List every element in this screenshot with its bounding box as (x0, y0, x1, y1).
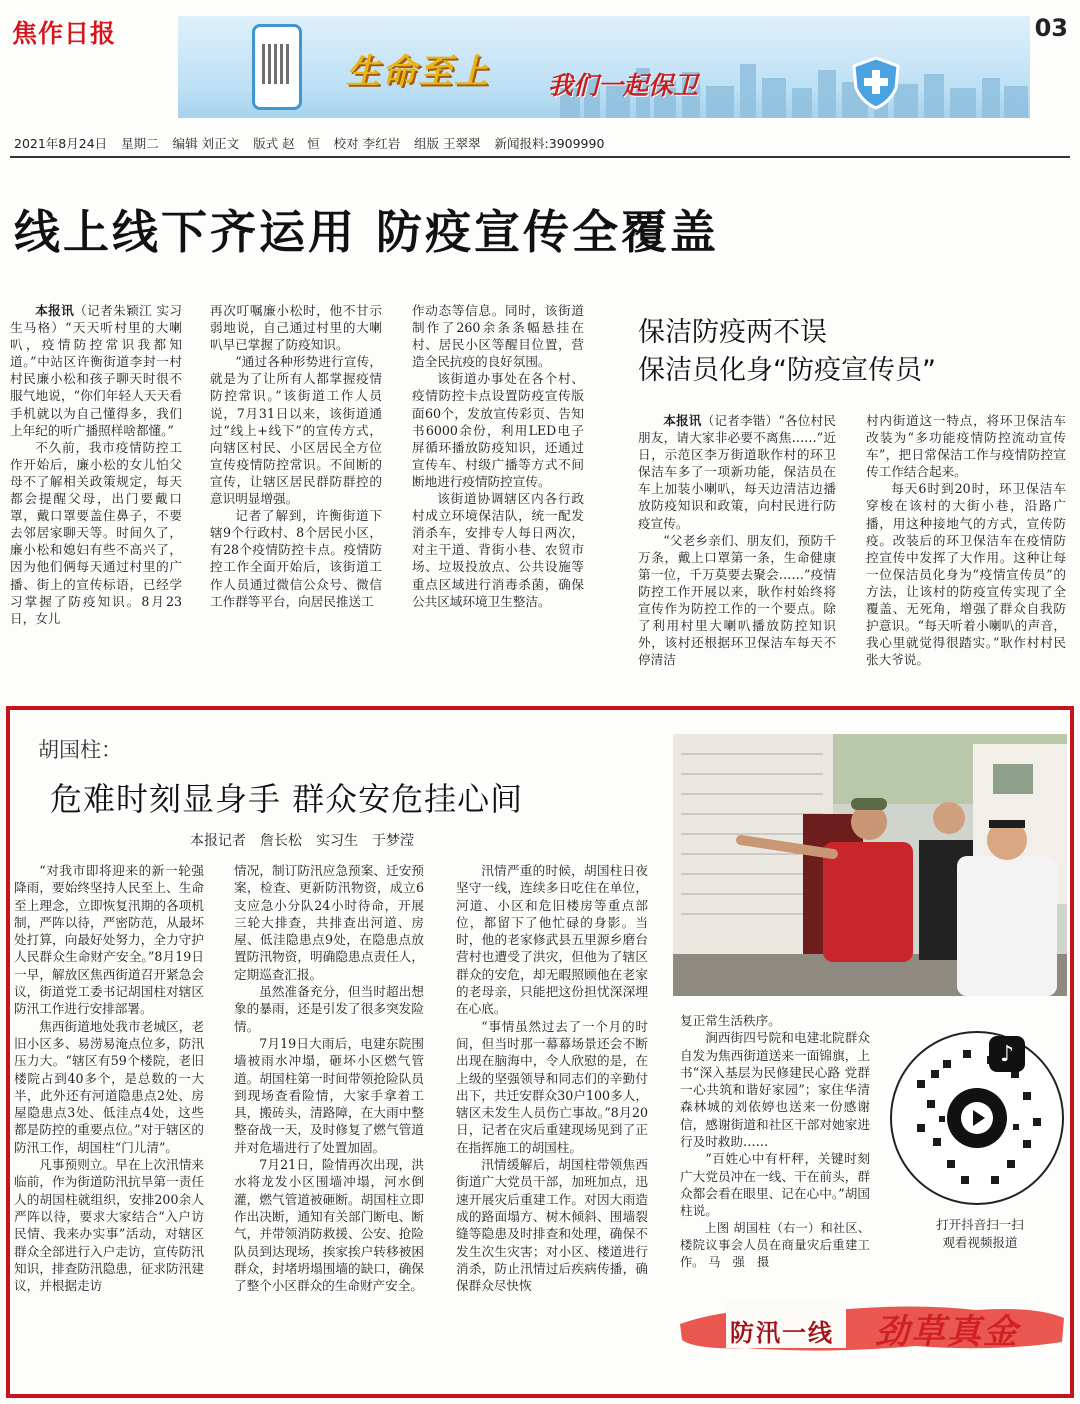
qr-caption-line2: 观看视频报道 (942, 1235, 1018, 1250)
paragraph (456, 862, 648, 1018)
layout-credit: 版式 赵 恒 (253, 136, 320, 151)
paragraph (10, 439, 182, 627)
paragraph-text: 汛情缓解后，胡国柱带领焦西街道广大党员干部，加班加点，迅速开展灾后重建工作。对因大雨造成的路面塌方、树木倾斜、围墙裂缝等隐患及时排查和处理，确保不发生次生灾害；对小区、楼道进行消杀，防止汛情过后疾病传播，确保群众尽快恢 (456, 1157, 648, 1294)
paragraph (234, 1156, 424, 1294)
column-name: 防汛一线 (730, 1319, 834, 1347)
paragraph-text: 虽然准备充分，但当时超出想象的暴雨，还是引发了很多突发险情。 (234, 984, 424, 1034)
photo-caption (680, 1220, 870, 1272)
feature-column-3 (456, 862, 648, 1294)
paragraph (14, 1018, 204, 1156)
paragraph (680, 1029, 870, 1150)
svg-text:♪: ♪ (999, 1042, 1015, 1067)
paragraph-text: 汛情严重的时候，胡国柱日夜坚守一线，连续多日吃住在单位，河道、小区和危旧楼房等重点部位，都留下了他忙碌的身影。当时，他的老家修武县五里源乡磨台营村也遭受了洪灾，但他为了辖区群众的安危，却无暇照顾他在老家的老母亲，只能把这份担忧深深埋在心底。 (456, 863, 648, 1017)
paragraph-text: “百姓心中有杆秤，关键时刻广大党员冲在一线、干在前头，群众都会看在眼里、记在心中。”胡国柱说。 (680, 1151, 870, 1219)
paragraph-text: 7月19日大雨后，电建东院围墙被雨水冲塌，砸坏小区燃气管道。胡国柱第一时间带领抢险队员到现场查看险情，大家手拿着工具，搬砖头，清路障，在大雨中整整奋战一天，及时修复了燃气管道并对危墙进行了处置加固。 (234, 1035, 424, 1155)
paragraph-text: “事情虽然过去了一个月的时间，但当时那一幕幕场景还会不断出现在脑海中，令人欣慰的是，在上级的坚强领导和同志们的辛勤付出下，共迁安群众30户100多人，辖区未发生人员伤亡事故。”8月20日，记者在灾后重建现场见到了正在指挥施工的胡国柱。 (456, 1018, 648, 1155)
feature-column-2 (234, 862, 424, 1294)
douyin-qr-code-icon[interactable] (887, 1020, 1067, 1220)
shield-cross-icon (850, 56, 902, 110)
paragraph-text: 每天6时到20时，环卫保洁车穿梭在该村的大街小巷，沿路广播，用这种接地气的方式，宣传防疫。改装后的环卫保洁车在疫情防控宣传中发挥了大作用。这种让每一位保洁员化身为“疫情宣传员”的方法，让该村的防疫宣传实现了全覆盖、无死角，增强了群众自我防护意识。“每天听着小喇叭的声音，我心里就觉得很踏实。”耿作村村民张大爷说。 (866, 481, 1066, 668)
page-number: 03 (1034, 14, 1068, 42)
paper-logo: 焦作日报 (12, 19, 117, 48)
paragraph-text: （记者李锴）“各位村民朋友，请大家非必要不离焦……”近日，示范区李万街道耿作村的环卫保洁车多了一项新功能，保洁员在车上加装小喇叭，每天边清洁边播放防疫知识和政策，向村民进行防疫宣传。 (638, 413, 836, 531)
phone-qr-icon (252, 24, 302, 110)
paragraph-text: 该街道办事处在各个村、疫情防控卡点设置防疫宣传版面60个，发放宣传彩页、告知书6000余份，利用LED电子屏循环播放防疫知识，还通过宣传车、村级广播等方式不间断地进行疫情防控宣传。 (412, 371, 584, 489)
weekday: 星期二 (121, 136, 159, 151)
banner-slogan: 生命至上 (346, 52, 490, 92)
dateline-lead: 本报讯 (663, 413, 702, 428)
epidemic-banner (178, 16, 1030, 118)
banner-subslogan: 我们一起保卫 (548, 71, 699, 100)
paragraph (456, 1018, 648, 1156)
paragraph (866, 412, 1066, 480)
paragraph (210, 507, 382, 610)
paragraph-text: 情况，制订防汛应急预案、迁安预案，检查、更新防汛物资，成立6支应急小分队24小时待命，开展三轮大排查，共排查出河道、房屋、低洼隐患点9处，在隐患点放置防汛物资，明确隐患点责任人，定期巡查汇报。 (234, 863, 424, 982)
article1-column-2 (210, 302, 382, 610)
masthead (0, 0, 1080, 128)
paragraph (456, 1156, 648, 1294)
paragraph-text: 村内街道这一特点，将环卫保洁车改装为“多功能疫情防控流动宣传车”，把日常保洁工作与疫情防控宣传工作结合起来。 (866, 413, 1066, 480)
typesetter: 组版 王翠翠 (414, 136, 481, 151)
feature-title: 危难时刻显身手 群众安危挂心间 (50, 780, 524, 818)
paragraph (680, 1150, 870, 1219)
divider (10, 156, 1070, 158)
feature-kicker: 胡国柱： (38, 738, 122, 762)
paragraph-text: 不久前，我市疫情防控工作开始后，廉小松的女儿怕父母不了解相关政策规定，每天都会提醒父母，出门要戴口罩，戴口罩要盖住鼻子，不要去邻居家聊天等。时间久了，廉小松和媳妇有些不高兴了，因为他们俩每天通过村里的广播、街上的宣传标语，已经学习掌握了防疫知识。8月23日，女儿 (10, 439, 182, 626)
paragraph-text: 作动态等信息。同时，该街道制作了260余条条幅悬挂在村、居民小区等醒目位置，营造全民抗疫的良好氛围。 (412, 303, 584, 370)
proofreader: 校对 李红岩 (333, 136, 401, 151)
paragraph (412, 490, 584, 610)
paragraph-text: “父老乡亲们、朋友们，预防千万条，戴上口罩第一条，生命健康第一位，千万莫要去聚会……”疫情防控工作开展以来，耿作村始终将宣传作为防控工作的一个要点。除了利用村里大喇叭播放防控知识外，该村还根据环卫保洁车每天不停清洁 (638, 532, 836, 668)
paragraph-text: 上图 胡国柱（右一）和社区、楼院议事会人员在商量灾后重建工作。 马 强 摄 (680, 1220, 870, 1270)
article1-column-1 (10, 302, 182, 627)
paragraph-text: 记者了解到，许衡街道下辖9个行政村、8个居民小区，有28个疫情防控卡点。疫情防控工作全面开始后，该街道工作人员通过微信公众号、微信工作群等平台，向居民推送工 (210, 508, 382, 609)
article2-headline-line1: 保洁防疫两不误 (638, 317, 827, 348)
paragraph (210, 353, 382, 507)
feature-column-1 (14, 862, 204, 1294)
feature-column-4 (680, 1012, 870, 1271)
qr-caption-line1: 打开抖音扫一扫 (936, 1217, 1024, 1232)
paragraph-text: “对我市即将迎来的新一轮强降雨，要始终坚持人民至上、生命至上理念，立即恢复汛期的各项机制，严阵以待，严密防范，从最坏处打算，向最好处努力，全力守护人民群众生命财产安全。”8月19日一早，解放区焦西街道召开紧急会议，街道党工委书记胡国柱对辖区防汛工作进行安排部署。 (14, 863, 204, 1017)
qr-caption (895, 1216, 1065, 1252)
paragraph (234, 862, 424, 983)
article2-headline-line2: 保洁员化身“防疫宣传员” (638, 355, 936, 386)
paragraph (680, 1012, 870, 1029)
paragraph (234, 1035, 424, 1156)
paragraph-text: （记者朱颖江 实习生马格）“天天听村里的大喇叭，疫情防控常识我都知道。”中站区许衡街道李封一村村民廉小松和孩子聊天时很不服气地说，“你们年轻人天天看手机就以为自己懂得多，我们上年纪的听广播照样啥都懂。” (10, 303, 182, 438)
paragraph (14, 862, 204, 1018)
news-hotline: 新闻报料:3909990 (494, 136, 605, 151)
feature-byline: 本报记者 詹长松 实习生 于梦滢 (190, 833, 414, 849)
paragraph (638, 532, 836, 669)
paragraph-text: 涧西街四号院和电建北院群众自发为焦西街道送来一面锦旗，上书“深入基层为民修建民心路 党群一心共筑和谐好家园”；家住华清森林城的刘依婷也送来一份感谢信，感谢街道和社区干部对她家进行及时救助…… (680, 1030, 870, 1150)
paragraph (866, 480, 1066, 668)
paragraph (10, 302, 182, 439)
paragraph-text: 凡事预则立。早在上次汛情来临前，作为街道防汛抗旱第一责任人的胡国柱就组织，安排200余人严阵以待，要求大家结合“入户访民情、我来办实事”活动，对辖区群众全部进行入户走访，宣传防汛知识，排查防汛隐患，征求防汛建议，并根据走访 (14, 1157, 204, 1294)
paragraph (638, 412, 836, 532)
main-headline: 线上线下齐运用 防疫宣传全覆盖 (14, 205, 720, 259)
paragraph (14, 1156, 204, 1294)
paragraph (412, 302, 584, 370)
date: 2021年8月24日 (14, 136, 108, 151)
paragraph-text: 该街道协调辖区内各行政村成立环境保洁队，统一配发消杀车，安排专人每日两次，对主干道、背街小巷、农贸市场、垃圾投放点、公共设施等重点区域进行消毒杀菌，确保公共区域环境卫生整洁。 (412, 491, 584, 609)
editor: 编辑 刘正文 (172, 136, 240, 151)
paragraph-text: 7月21日，险情再次出现，洪水将龙发小区围墙冲塌，河水倒灌，燃气管道被砸断。胡国柱立即作出决断，通知有关部门断电、断气，并带领消防救援、公安、抢险队员到达现场，挨家挨户转移被困群众，封堵坍塌围墙的缺口，确保了整个小区群众的生命财产安全。 (234, 1157, 424, 1294)
news-photo (673, 734, 1067, 996)
article1-column-3 (412, 302, 584, 610)
paragraph-text: 再次叮嘱廉小松时，他不甘示弱地说，自己通过村里的大喇叭早已掌握了防疫知识。 (210, 303, 382, 353)
column-slogan: 劲草真金 (875, 1312, 1019, 1352)
article2-headline (638, 314, 936, 390)
paragraph-text: 复正常生活秩序。 (680, 1013, 781, 1028)
dateline (14, 134, 614, 152)
paragraph-text: “通过各种形势进行宣传，就是为了让所有人都掌握疫情防控常识。”该街道工作人员说，7月31日以来，该街道通过“线上+线下”的宣传方式，向辖区村民、小区居民全方位宣传疫情防控常识。不间断的宣传，让辖区居民群防群控的意识明显增强。 (210, 354, 382, 507)
article2-column-2 (866, 412, 1066, 668)
paragraph (210, 302, 382, 353)
paragraph-text: 焦西街道地处我市老城区，老旧小区多、易涝易淹点位多，防汛压力大。“辖区有59个楼院，老旧楼院占到40多个，是总数的一大半，此外还有河道隐患点2处、房屋隐患点3处、低洼点4处，这些都是防控的重要点位。”对于辖区的防汛工作，胡国柱“门儿清”。 (14, 1018, 204, 1155)
paragraph (412, 370, 584, 490)
article2-column-1 (638, 412, 836, 668)
dateline-lead: 本报讯 (35, 303, 75, 318)
paragraph (234, 983, 424, 1035)
